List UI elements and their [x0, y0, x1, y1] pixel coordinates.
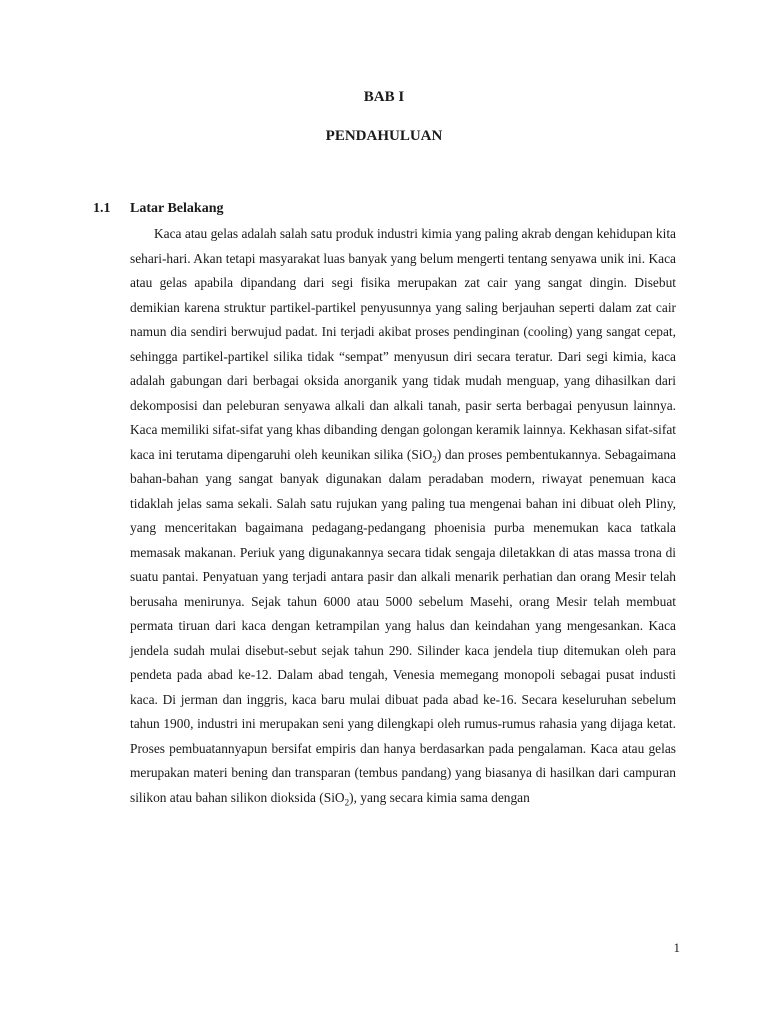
paragraph-text-part-1: Kaca atau gelas adalah salah satu produk industri kimia yang paling akrab dengan kehidupan kita sehari-hari. Akan tetapi masyarakat luas banyak yang belum mengerti tentang senyawa unik ini. Kaca atau gelas apabila dipandang dari segi fisika merupakan zat cair yang sangat dingin. Disebut demikian karena struktur partikel-partikel penyusunnya yang saling berjauhan seperti dalam zat cair namun dia sendiri berwujud padat. Ini terjadi akibat proses pendinginan (cooling) yang sangat cepat, sehingga partikel-partikel silika tidak “sempat” menyusun diri secara teratur. Dari segi kimia, kaca adalah gabungan dari berbagai oksida anorganik yang tidak mudah menguap, yang dihasilkan dari dekomposisi dan peleburan senyawa alkali dan alkali tanah, pasir serta berbagai penyusun lainnya. Kaca memiliki sifat-sifat yang khas dibanding dengan golongan keramik lainnya. Kekhasan sifat-sifat kaca ini terutama dipengaruhi oleh keunikan silika (SiO [130, 226, 676, 462]
chapter-number: BAB I [363, 89, 405, 105]
page-number: 1 [673, 940, 680, 955]
paragraph-text-part-3: ), yang secara kimia sama dengan [349, 789, 530, 805]
section-heading [93, 201, 223, 217]
chapter-title: PENDAHULUAN [325, 128, 443, 144]
subscript-2: 2 [344, 797, 350, 808]
body-paragraph [130, 222, 676, 810]
subscript-2: 2 [432, 454, 437, 465]
paragraph-text-part-2: ) dan proses pembentukannya. Sebagaimana bahan-bahan yang sangat banyak digunakan dalam peradaban modern, riwayat penemuan kaca tidaklah jelas sama sekali. Salah satu rujukan yang paling tua mengenai bahan ini dibuat oleh Pliny, yang menceritakan bagaimana pedagang-pedangang phoenisia purba menemukan kaca tatkala memasak makanan. Periuk yang digunakannya secara tidak sengaja diletakkan di atas massa trona di suatu pantai. Penyatuan yang terjadi antara pasir dan alkali menarik perhatian dan orang Mesir telah berusaha menirunya. Sejak tahun 6000 atau 5000 sebelum Masehi, orang Mesir telah membuat permata tiruan dari kaca dengan ketrampilan yang halus dan keindahan yang mengesankan. Kaca jendela sudah mulai disebut-sebut sejak tahun 290. Silinder kaca jendela tiup ditemukan oleh para pendeta pada abad ke-12. Dalam abad tengah, Venesia memegang monopoli sebagai pusat industi kaca. Di jerman dan inggris, kaca baru mulai dibuat pada abad ke-16. Secara keseluruhan sebelum tahun 1900, industri ini merupakan seni yang dilengkapi oleh rumus-rumus rahasia yang dijaga ketat. Proses pembuatannyapun bersifat empiris dan hanya berdasarkan pada pengalaman. Kaca atau gelas merupakan materi bening dan transparan (tembus pandang) yang biasanya di hasilkan dari campuran silikon atau bahan silikon dioksida (SiO [130, 446, 676, 805]
section-number: 1.1 [93, 201, 111, 216]
section-title: Latar Belakang [130, 201, 224, 216]
